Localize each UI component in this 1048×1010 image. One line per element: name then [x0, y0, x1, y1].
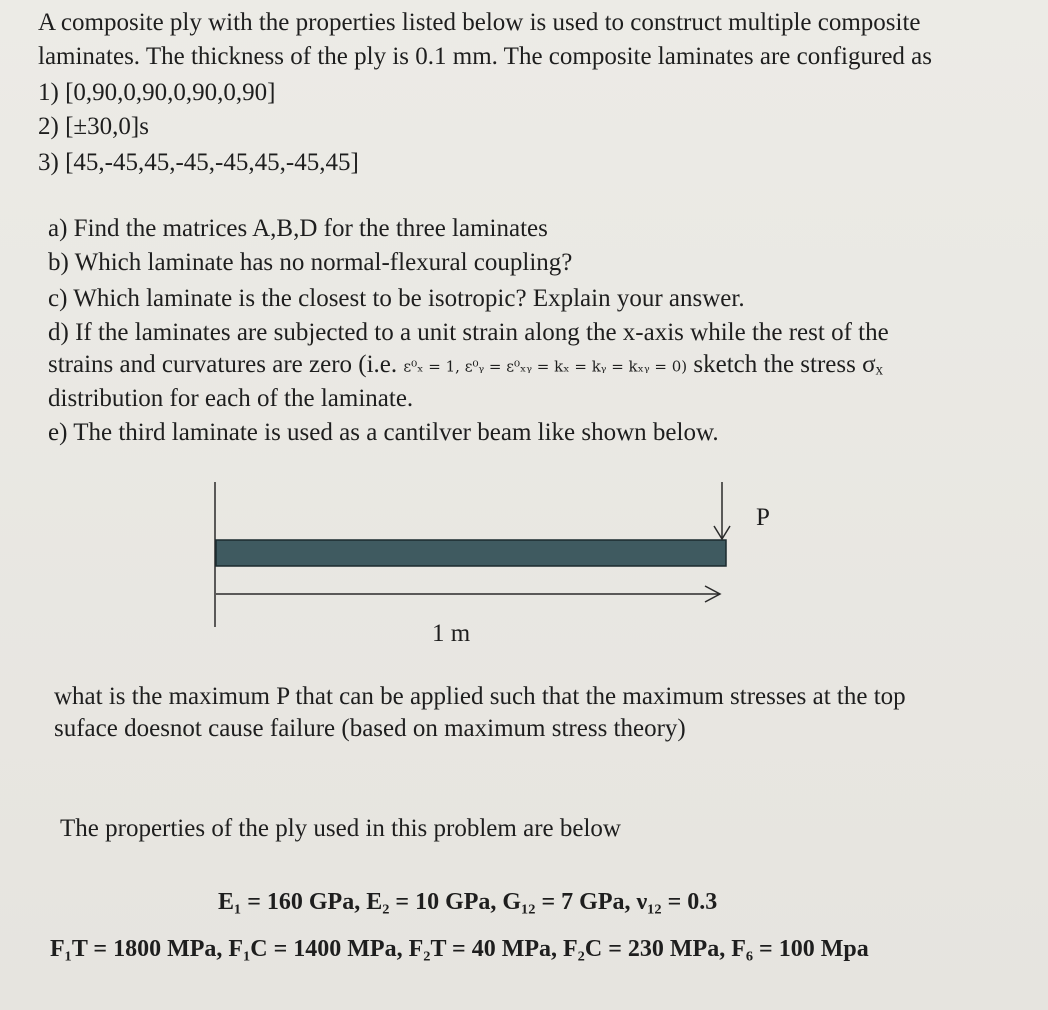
cantilever-figure: [200, 482, 800, 652]
laminate-2: 2) [±30,0]s: [38, 113, 149, 140]
question-d-line-2: [48, 350, 1008, 381]
intro-line-2: laminates. The thickness of the ply is 0.1 mm. The composite laminates are configured as: [38, 43, 932, 70]
strength-properties: F₁T = 1800 MPa, F₁C = 1400 MPa, F₂T = 40 MPa, F₂C = 230 MPa, F₆ = 100 Mpa: [50, 936, 869, 962]
question-e: e) The third laminate is used as a cantilver beam like shown below.: [48, 419, 719, 446]
laminate-3: 3) [45,-45,45,-45,-45,45,-45,45]: [38, 149, 359, 176]
followup-line-1: what is the maximum P that can be applied such that the maximum stresses at the top: [54, 683, 906, 710]
beam: [216, 540, 726, 566]
question-c: c) Which laminate is the closest to be isotropic? Explain your answer.: [48, 285, 745, 312]
strain-condition: ε⁰ₓ = 1, ε⁰ᵧ = ε⁰ₓᵧ = kₓ = kᵧ = kₓᵧ = 0): [403, 357, 688, 376]
properties-heading: The properties of the ply used in this problem are below: [60, 815, 621, 842]
cantilever-diagram: [200, 482, 800, 652]
load-label: P: [756, 504, 770, 531]
laminate-1: 1) [0,90,0,90,0,90,0,90]: [38, 79, 276, 106]
question-b: b) Which laminate has no normal-flexural coupling?: [48, 249, 573, 276]
intro-line-1: A composite ply with the properties listed below is used to construct multiple composite: [38, 9, 921, 36]
question-d-line-3: distribution for each of the laminate.: [48, 385, 414, 412]
question-a: a) Find the matrices A,B,D for the three laminates: [48, 215, 548, 242]
stiffness-properties: E₁ = 160 GPa, E₂ = 10 GPa, G₁₂ = 7 GPa, ν₁₂ = 0.3: [218, 889, 718, 915]
length-label: 1 m: [432, 620, 471, 647]
question-d-line-1: d) If the laminates are subjected to a unit strain along the x-axis while the rest of the: [48, 319, 889, 346]
question-d-line-2-pre: strains and curvatures are zero (i.e.: [48, 351, 398, 378]
followup-line-2: suface doesnot cause failure (based on maximum stress theory): [54, 715, 686, 742]
question-d-line-2-post: sketch the stress σₓ: [693, 351, 883, 378]
